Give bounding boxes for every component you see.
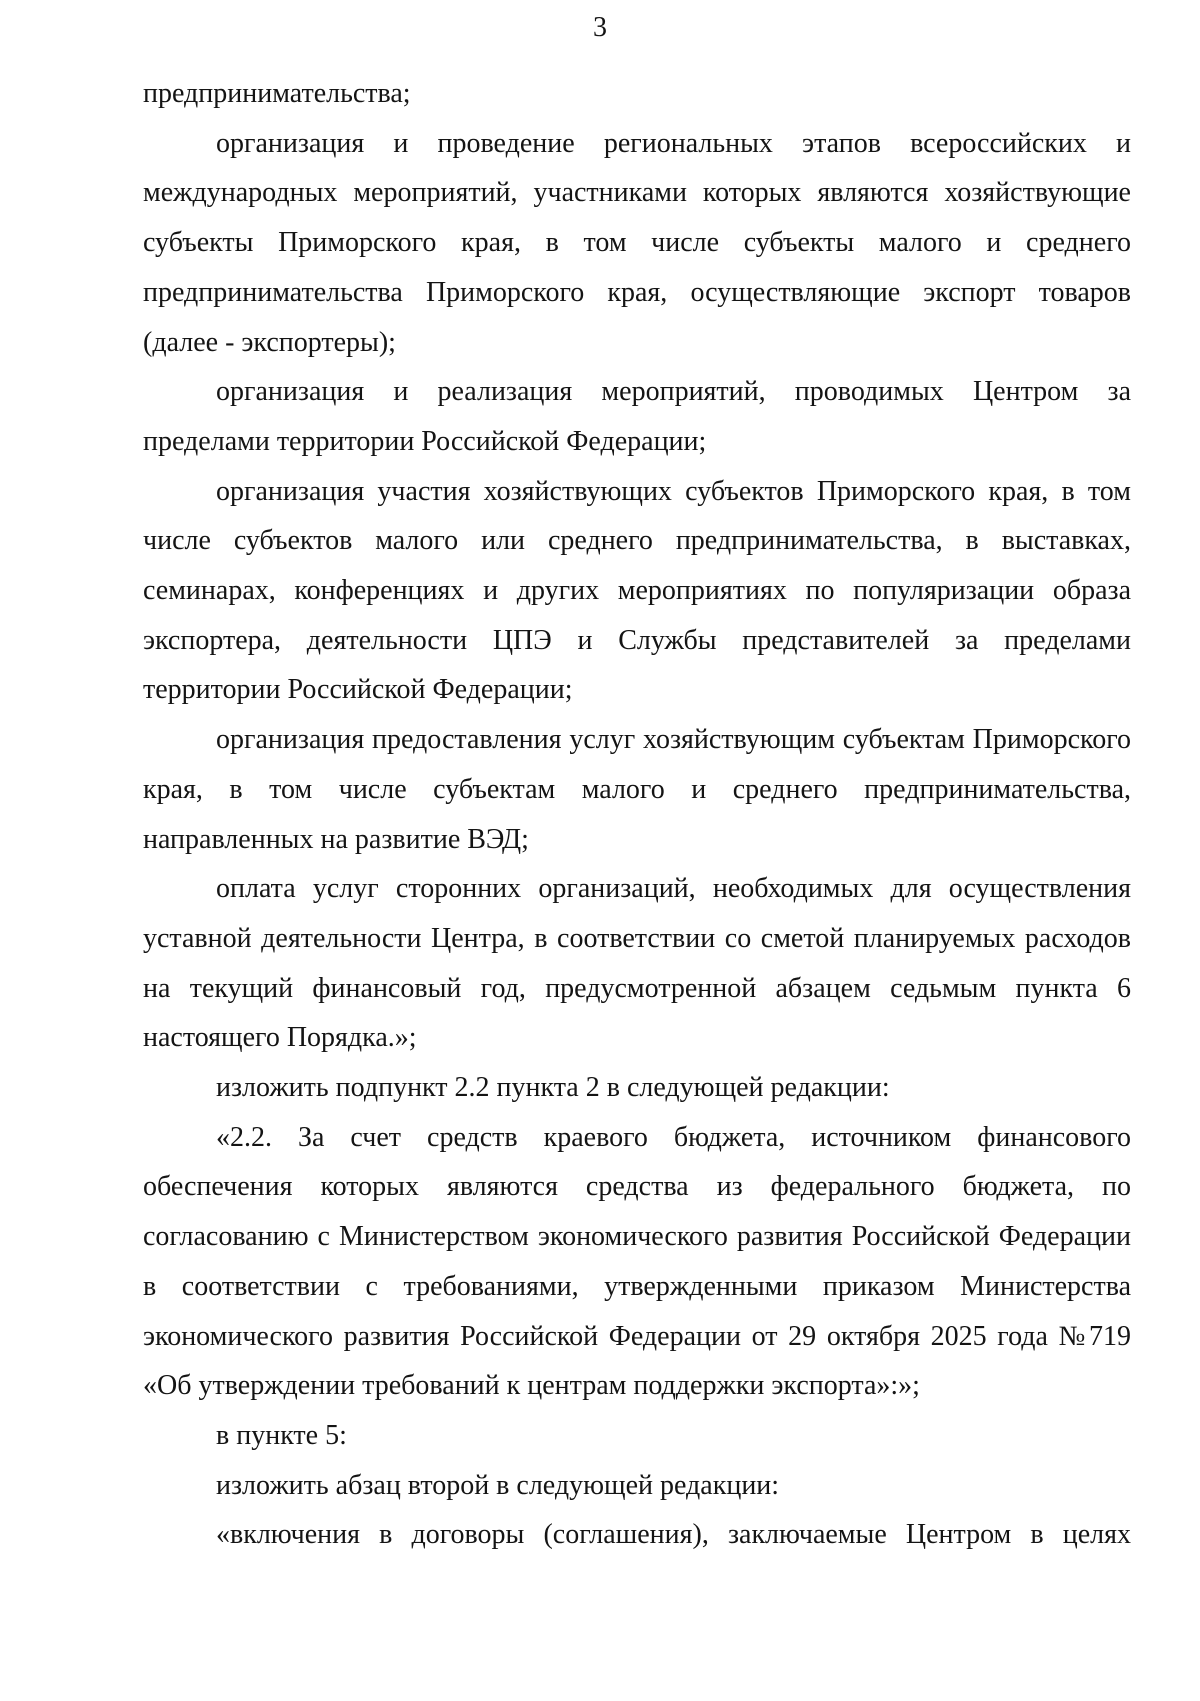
paragraph-third-party-services: оплата услуг сторонних организаций, необходимых для осуществления уставной деятельности Центра, в соответствии со сметой планируемых расходов на текущий финансовый год, предусмотренной абзацем седьмым пункта 6 настоящего Порядка.»; [143,873,1131,1054]
page-number: 3 [593,12,607,43]
paragraph-regional-events: организация и проведение региональных этапов всероссийских и международных мероприятий, участниками которых являются хозяйствующие субъекты Приморского края, в том числе субъекты малого и среднего предпринимательства Приморского края, осуществляющие экспорт товаров (далее - экспортеры); [143,127,1131,358]
paragraph-clause-5: в пункте 5: [216,1419,347,1451]
paragraph-services-provision: организация предоставления услуг хозяйствующим субъектам Приморского края, в том числе субъектам малого и среднего предпринимательства, направленных на развитие ВЭД; [143,724,1131,855]
paragraph-continuation: предпринимательства; [143,78,411,109]
paragraph-amend-subclause: изложить подпункт 2.2 пункта 2 в следующей редакции: [216,1072,890,1104]
paragraph-amend-second-paragraph: изложить абзац второй в следующей редакции: [216,1469,780,1501]
document-body [143,69,1131,1560]
paragraph-subclause-2-2: «2.2. За счет средств краевого бюджета, источником финансового обеспечения которых являются средства из федерального бюджета, по согласованию с Министерством экономического развития Российской Федерации в соответствии с требованиями, утвержденными приказом Министерства экономического развития Российской Федерации от 29 октября 2025 года №719 «Об утверждении требований к центрам поддержки экспорта»:»; [143,1121,1131,1402]
paragraph-contracts-inclusion: «включения в договоры (соглашения), заключаемые Центром в целях [216,1519,1131,1551]
paragraph-events-abroad: организация и реализация мероприятий, проводимых Центром за пределами территории Российской Федерации; [143,376,1131,457]
paragraph-exhibitions-participation: организация участия хозяйствующих субъектов Приморского края, в том числе субъектов малого или среднего предпринимательства, в выставках, семинарах, конференциях и других мероприятиях по популяризации образа экспортера, деятельности ЦПЭ и Службы представителей за пределами территории Российской Федерации; [143,475,1131,706]
